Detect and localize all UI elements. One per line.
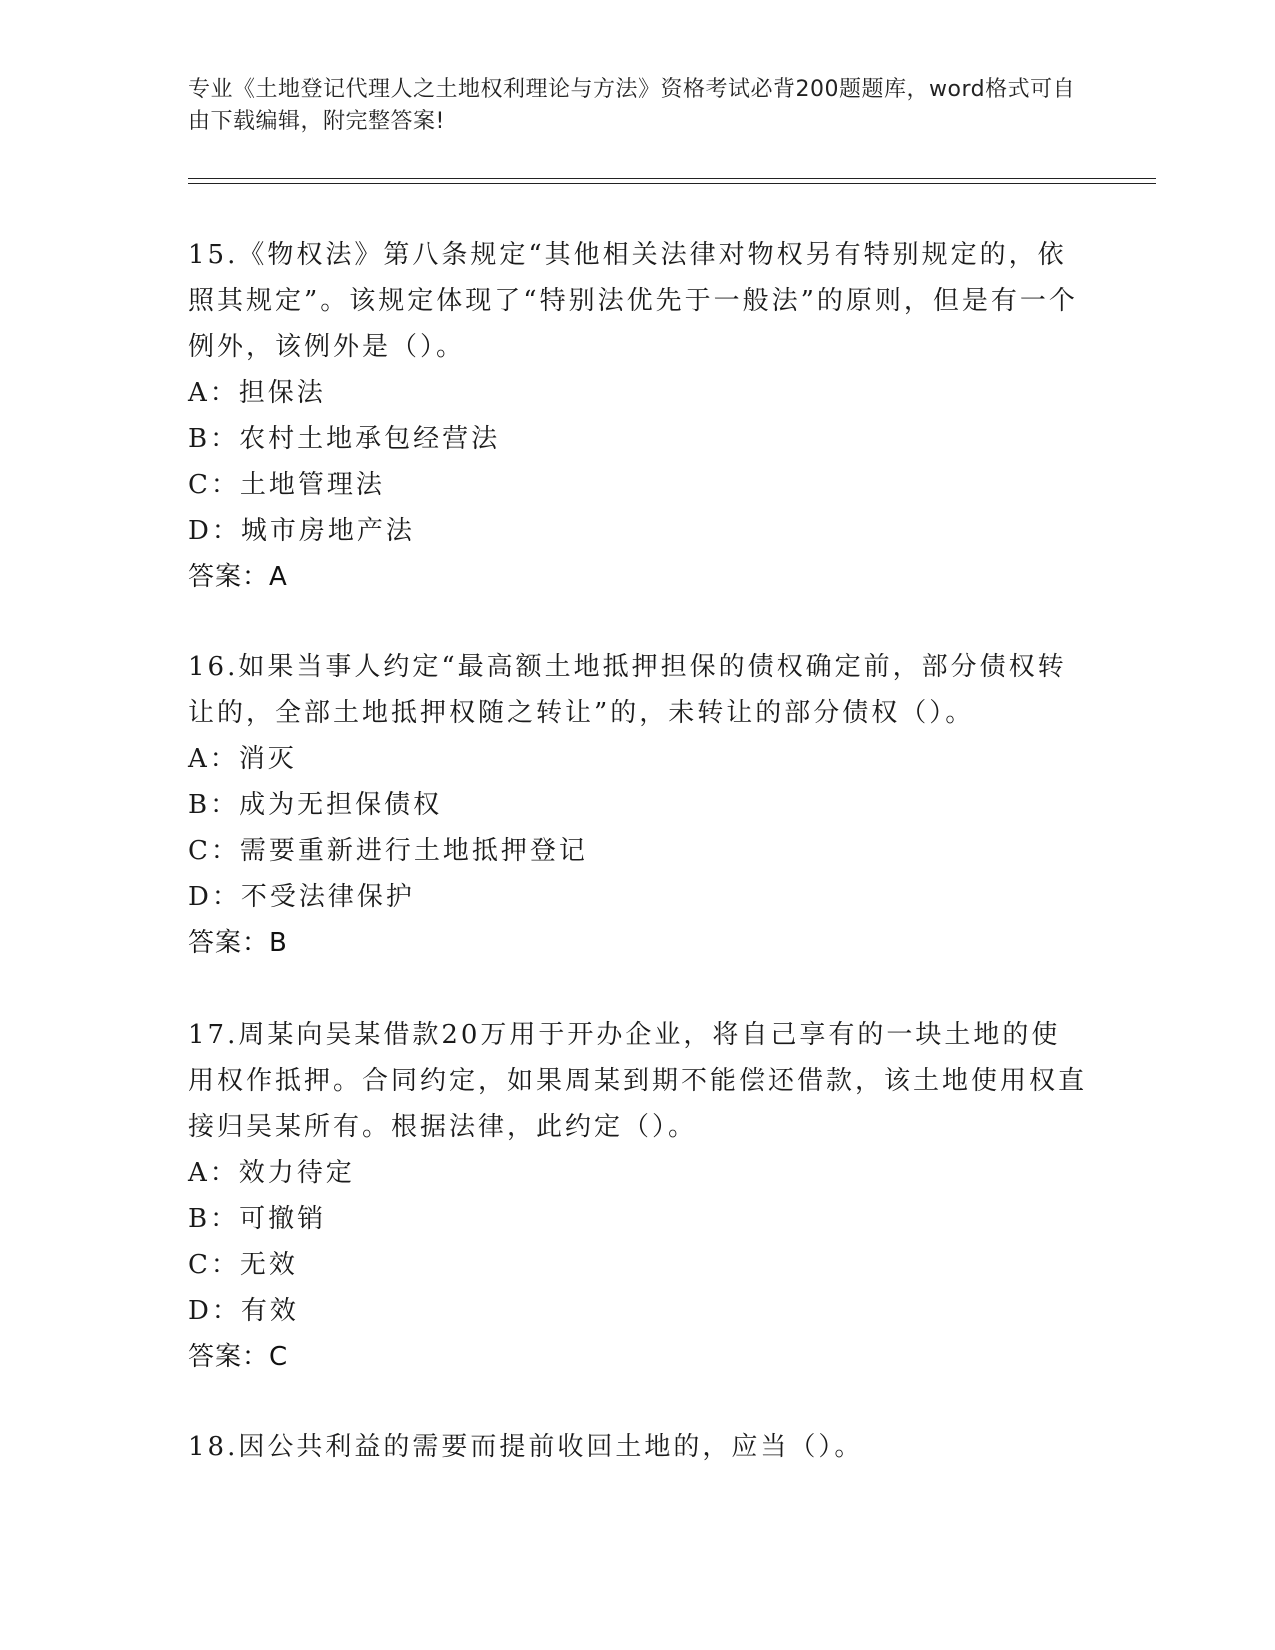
question-stem: 17.周某向吴某借款20万用于开办企业，将自己享有的一块土地的使用权作抵押。合同约定，如果周某到期不能偿还借款，该土地使用权直接归吴某所有。根据法律，此约定（）。 — [188, 1020, 1088, 1142]
option-a: A：效力待定 — [188, 1158, 355, 1188]
answer: 答案：C — [188, 1342, 289, 1372]
question-17 — [188, 1012, 1088, 1380]
document-header: 专业《土地登记代理人之土地权利理论与方法》资格考试必背200题题库，word格式可自由下载编辑，附完整答案! — [188, 77, 1076, 134]
header-divider-top — [188, 178, 1156, 179]
option-a: A：担保法 — [188, 378, 326, 408]
option-b: B：成为无担保债权 — [188, 790, 443, 820]
question-16 — [188, 644, 1088, 966]
question-stem: 16.如果当事人约定“最高额土地抵押担保的债权确定前，部分债权转让的，全部土地抵押权随之转让”的，未转让的部分债权（）。 — [188, 652, 1067, 728]
option-a: A：消灭 — [188, 744, 297, 774]
option-c: C：土地管理法 — [188, 470, 385, 500]
option-d: D：城市房地产法 — [188, 516, 415, 546]
question-stem: 18.因公共利益的需要而提前收回土地的，应当（）。 — [188, 1432, 864, 1462]
question-15 — [188, 232, 1088, 600]
option-b: B：可撤销 — [188, 1204, 327, 1234]
option-d: D：不受法律保护 — [188, 882, 415, 912]
answer: 答案：A — [188, 562, 288, 592]
header-divider-bottom — [188, 183, 1156, 184]
option-b: B：农村土地承包经营法 — [188, 424, 501, 454]
answer: 答案：B — [188, 928, 288, 958]
option-c: C：需要重新进行土地抵押登记 — [188, 836, 588, 866]
option-c: C：无效 — [188, 1250, 298, 1280]
question-18 — [188, 1424, 1088, 1470]
question-stem: 15.《物权法》第八条规定“其他相关法律对物权另有特别规定的，依照其规定”。该规定体现了“特别法优先于一般法”的原则，但是有一个例外，该例外是（）。 — [188, 240, 1078, 362]
option-d: D：有效 — [188, 1296, 299, 1326]
